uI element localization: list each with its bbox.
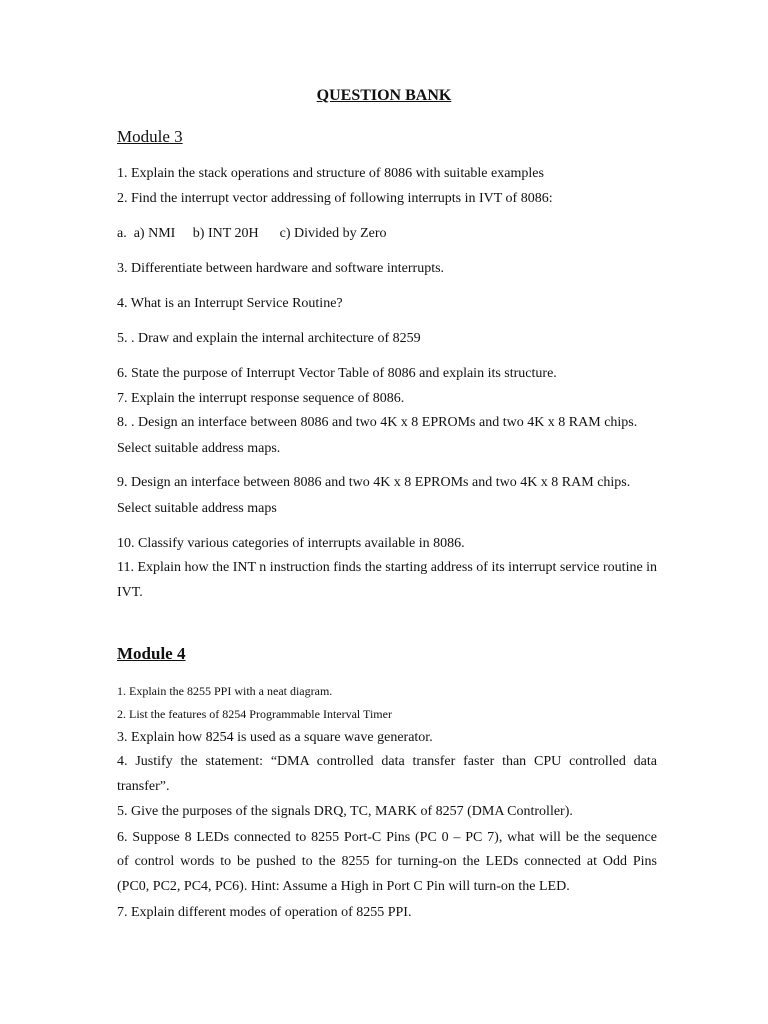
module-3-line: 4. What is an Interrupt Service Routine?	[117, 296, 343, 311]
module-3-line: IVT.	[117, 585, 143, 600]
module-3-line: 3. Differentiate between hardware and software interrupts.	[117, 261, 445, 276]
module-3-line: Select suitable address maps	[117, 501, 277, 516]
module-4-line: 1. Explain the 8255 PPI with a neat diagram.	[117, 684, 333, 698]
module-4-line: 3. Explain how 8254 is used as a square wave generator.	[117, 730, 433, 745]
module-3-line: 7. Explain the interrupt response sequence of 8086.	[117, 391, 405, 406]
module-3-line: 9. Design an interface between 8086 and two 4K x 8 EPROMs and two 4K x 8 RAM chips.	[117, 475, 631, 490]
module-4-line: 2. List the features of 8254 Programmable Interval Timer	[117, 707, 392, 721]
module-3-line: 6. State the purpose of Interrupt Vector Table of 8086 and explain its structure.	[117, 366, 557, 381]
module-3-line: 1. Explain the stack operations and structure of 8086 with suitable examples	[117, 166, 544, 181]
module-3-heading: Module 3	[117, 127, 183, 146]
module-4-heading: Module 4	[117, 644, 186, 663]
module-3-line: 5. . Draw and explain the internal architecture of 8259	[117, 331, 421, 346]
module-4-line: 4. Justify the statement: “DMA controlled data transfer faster than CPU controlled data	[117, 754, 657, 769]
module-3-line: 10. Classify various categories of interrupts available in 8086.	[117, 536, 465, 551]
module-4-line: 5. Give the purposes of the signals DRQ, TC, MARK of 8257 (DMA Controller).	[117, 804, 573, 819]
module-3-line: 11. Explain how the INT n instruction finds the starting address of its interrupt service routine in	[117, 560, 658, 575]
module-3-line: 2. Find the interrupt vector addressing of following interrupts in IVT of 8086:	[117, 191, 553, 206]
module-4-line: 7. Explain different modes of operation of 8255 PPI.	[117, 905, 412, 920]
module-3-line: 8. . Design an interface between 8086 and two 4K x 8 EPROMs and two 4K x 8 RAM chips.	[117, 415, 638, 430]
module-4-line: of control words to be pushed to the 8255 for turning-on the LEDs connected at Odd Pins	[117, 854, 657, 869]
module-4-line: (PC0, PC2, PC4, PC6). Hint: Assume a High in Port C Pin will turn-on the LED.	[117, 879, 570, 894]
module-4-line: transfer”.	[117, 779, 170, 794]
module-3-line: a. a) NMI b) INT 20H c) Divided by Zero	[117, 226, 387, 241]
page-title: QUESTION BANK	[316, 87, 452, 104]
module-4-line: 6. Suppose 8 LEDs connected to 8255 Port-C Pins (PC 0 – PC 7), what will be the sequence	[117, 830, 657, 845]
module-3-line: Select suitable address maps.	[117, 441, 281, 456]
